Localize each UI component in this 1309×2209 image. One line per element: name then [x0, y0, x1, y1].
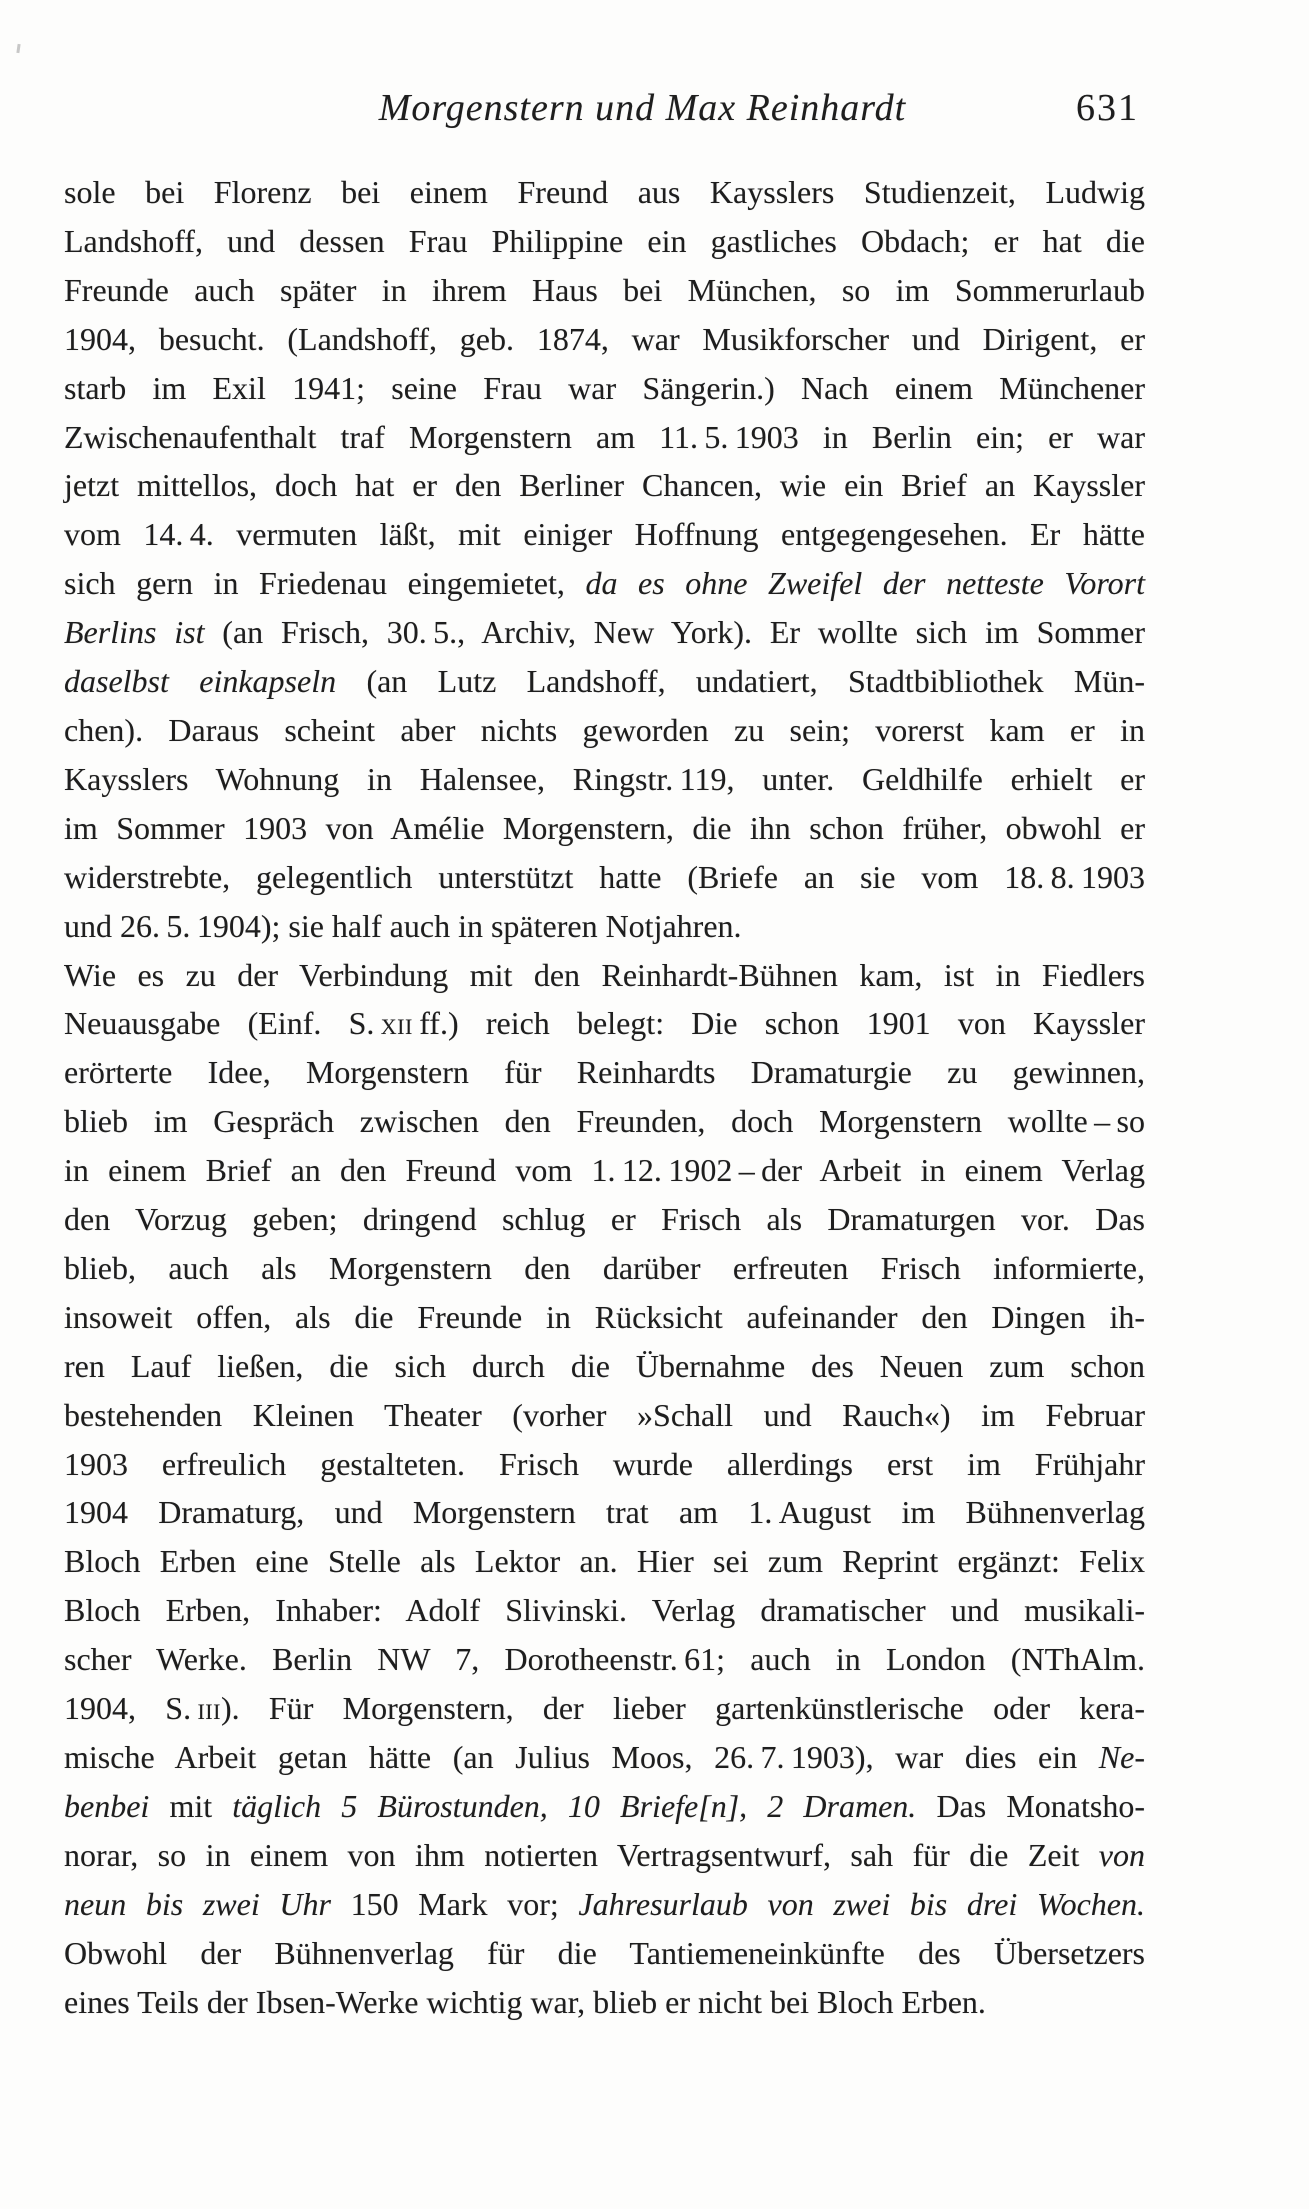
text-segment: Bloch Erben eine Stelle als Lektor an. Hier sei zum Reprint ergänzt: Felix	[64, 1543, 1145, 1580]
text-line	[64, 1684, 1145, 1733]
text-line	[64, 461, 1145, 510]
text-line	[64, 999, 1145, 1048]
text-line	[64, 1586, 1145, 1635]
text-line	[64, 902, 1145, 951]
italic-text: Ne-	[1098, 1739, 1145, 1775]
text-line	[64, 1929, 1145, 1978]
text-segment: ). Für Morgenstern, der lieber gartenkünstlerische oder kera-	[220, 1690, 1146, 1727]
text-line	[64, 1146, 1145, 1195]
body-text	[64, 168, 1145, 2026]
smallcaps-text: iii	[197, 1690, 221, 1727]
italic-text: täglich 5 Bürostunden, 10 Briefe[n], 2 Dramen.	[232, 1787, 917, 1824]
text-line	[64, 951, 1145, 1000]
text-line	[64, 608, 1145, 657]
text-segment: Zwischenaufenthalt traf Morgenstern am 11. 5. 1903 in Berlin ein; er war	[64, 418, 1145, 455]
text-segment: (an Frisch, 30. 5., Archiv, New York). Er wollte sich im Sommer	[222, 614, 1146, 651]
text-segment: bestehenden Kleinen Theater (vorher »Schall und Rauch«) im Februar	[64, 1396, 1145, 1433]
text-segment: 1904, S.	[64, 1690, 198, 1727]
text-line	[64, 1195, 1145, 1244]
text-line	[64, 413, 1145, 462]
text-segment: ren Lauf ließen, die sich durch die Übernahme des Neuen zum schon	[64, 1347, 1145, 1384]
text-line	[64, 804, 1145, 853]
text-line	[64, 217, 1145, 266]
italic-text: benbei	[64, 1787, 170, 1824]
text-segment: (an Lutz Landshoff, undatiert, Stadtbibliothek Mün-	[366, 663, 1146, 700]
text-segment: scher Werke. Berlin NW 7, Dorotheenstr. 61; auch in London (NThAlm.	[64, 1641, 1145, 1678]
text-line	[64, 1391, 1145, 1440]
text-segment: Freunde auch später in ihrem Haus bei München, so im Sommerurlaub	[64, 271, 1145, 308]
paragraph	[64, 951, 1145, 2027]
text-segment: in einem Brief an den Freund vom 1. 12. 1902 – der Arbeit in einem Verlag	[64, 1152, 1145, 1189]
text-line	[64, 1782, 1145, 1831]
text-segment: Obwohl der Bühnenverlag für die Tantiemeneinkünfte des Übersetzers	[64, 1934, 1145, 1971]
text-segment: 150 Mark vor;	[350, 1885, 579, 1922]
text-segment: sole bei Florenz bei einem Freund aus Kaysslers Studienzeit, Ludwig	[64, 174, 1145, 210]
text-segment: blieb im Gespräch zwischen den Freunden, doch Morgenstern wollte – so	[64, 1103, 1145, 1140]
text-line	[64, 1880, 1145, 1929]
text-segment: eines Teils der Ibsen-Werke wichtig war, blieb er nicht bei Bloch Erben.	[64, 1983, 986, 2020]
text-segment: norar, so in einem von ihm notierten Vertragsentwurf, sah für die Zeit	[64, 1836, 1099, 1873]
text-segment: Wie es zu der Verbindung mit den Reinhardt-Bühnen kam, ist in Fiedlers	[64, 956, 1145, 993]
smallcaps-text: xii	[380, 1005, 413, 1042]
italic-text: daselbst einkapseln	[64, 663, 367, 700]
text-segment: und 26. 5. 1904); sie half auch in späteren Notjahren.	[64, 907, 742, 944]
text-line	[64, 853, 1145, 902]
italic-text: von	[1098, 1836, 1145, 1873]
text-line	[64, 1488, 1145, 1537]
text-segment: ff.) reich belegt: Die schon 1901 von Kayssler	[412, 1005, 1145, 1042]
text-line	[64, 706, 1145, 755]
text-segment: Neuausgabe (Einf. S.	[64, 1005, 381, 1042]
text-line	[64, 315, 1145, 364]
text-line	[64, 1537, 1145, 1586]
text-line	[64, 510, 1145, 559]
text-segment: chen). Daraus scheint aber nichts geworden zu sein; vorerst kam er in	[64, 711, 1145, 748]
text-line	[64, 1342, 1145, 1391]
text-line	[64, 559, 1145, 608]
text-line	[64, 657, 1145, 706]
italic-text: Jahresurlaub von zwei bis drei Wochen.	[578, 1885, 1146, 1922]
text-line	[64, 266, 1145, 315]
text-segment: insoweit offen, als die Freunde in Rücksicht aufeinander den Dingen ih-	[64, 1298, 1145, 1335]
text-line	[64, 1097, 1145, 1146]
text-segment: starb im Exil 1941; seine Frau war Sängerin.) Nach einem Münchener	[64, 369, 1145, 406]
text-line	[64, 1440, 1145, 1489]
running-head	[64, 82, 1145, 134]
text-segment: mische Arbeit getan hätte (an Julius Moos, 26. 7. 1903), war dies ein	[64, 1739, 1099, 1775]
text-segment: mit	[169, 1787, 233, 1824]
text-segment: sich gern in Friedenau eingemietet,	[64, 565, 586, 602]
text-line	[64, 1244, 1145, 1293]
text-line	[64, 1733, 1145, 1782]
text-line	[64, 364, 1145, 413]
text-segment: blieb, auch als Morgenstern den darüber erfreuten Frisch informierte,	[64, 1249, 1145, 1286]
text-line	[64, 1978, 1145, 2027]
running-head-title: Morgenstern und Max Reinhardt	[378, 87, 907, 129]
text-segment: Bloch Erben, Inhaber: Adolf Slivinski. Verlag dramatischer und musikali-	[64, 1592, 1145, 1629]
text-segment: 1904 Dramaturg, und Morgenstern trat am 1. August im Bühnenverlag	[64, 1494, 1145, 1531]
text-segment: erörterte Idee, Morgenstern für Reinhardts Dramaturgie zu gewinnen,	[64, 1054, 1145, 1091]
italic-text: da es ohne Zweifel der netteste Vorort	[585, 565, 1146, 602]
text-segment: Das Monatsho-	[916, 1787, 1145, 1824]
text-line	[64, 1831, 1145, 1880]
text-segment: jetzt mittellos, doch hat er den Berliner Chancen, wie ein Brief an Kayssler	[64, 467, 1145, 504]
text-segment: 1903 erfreulich gestalteten. Frisch wurde allerdings erst im Frühjahr	[64, 1445, 1145, 1482]
text-segment: den Vorzug geben; dringend schlug er Frisch als Dramaturgen vor. Das	[64, 1201, 1145, 1238]
italic-text: neun bis zwei Uhr	[64, 1885, 351, 1922]
paragraph	[64, 168, 1145, 951]
text-line	[64, 1048, 1145, 1097]
text-segment: im Sommer 1903 von Amélie Morgenstern, die ihn schon früher, obwohl er	[64, 809, 1145, 846]
text-segment: Kaysslers Wohnung in Halensee, Ringstr. 119, unter. Geldhilfe erhielt er	[64, 760, 1145, 797]
text-line	[64, 168, 1145, 217]
text-segment: widerstrebte, gelegentlich unterstützt hatte (Briefe an sie vom 18. 8. 1903	[64, 858, 1145, 895]
text-line	[64, 1635, 1145, 1684]
page-number: 631	[1076, 87, 1139, 129]
text-segment: Landshoff, und dessen Frau Philippine ein gastliches Obdach; er hat die	[64, 222, 1145, 259]
text-line	[64, 1293, 1145, 1342]
text-segment: 1904, besucht. (Landshoff, geb. 1874, war Musikforscher und Dirigent, er	[64, 320, 1145, 357]
text-segment: vom 14. 4. vermuten läßt, mit einiger Hoffnung entgegengesehen. Er hätte	[64, 516, 1145, 553]
italic-text: Berlins ist	[64, 614, 223, 651]
text-line	[64, 755, 1145, 804]
